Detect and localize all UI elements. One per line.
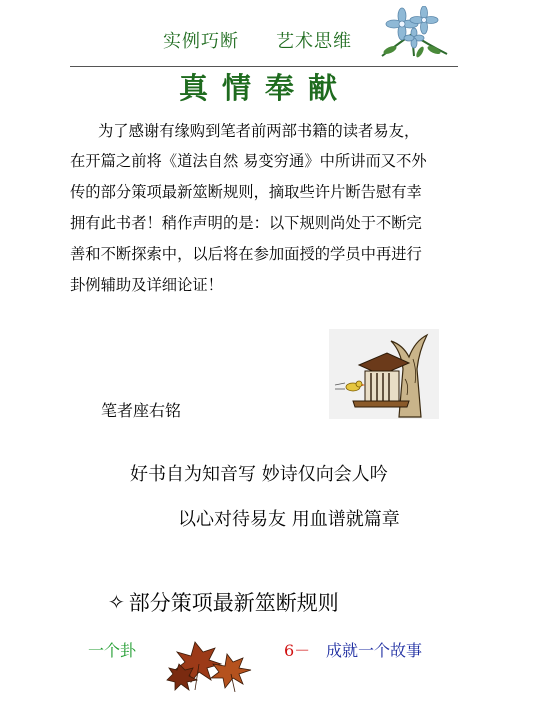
footer-left-text: 一个卦: [88, 641, 137, 660]
intro-line: 拥有此书者！稍作声明的是：以下规则尚处于不断完: [70, 214, 422, 232]
intro-line: 善和不断探索中，以后将在参加面授的学员中再进行: [70, 245, 422, 263]
treehouse-bird-illustration: [329, 329, 439, 419]
section-title-text: 部分策项最新筮断规则: [128, 591, 339, 615]
intro-line: 为了感谢有缘购到笔者前两部书籍的读者易友，: [98, 122, 420, 140]
motto-line-1: 好书自为知音写 妙诗仅向会人吟: [130, 464, 388, 485]
motto-label: 笔者座右铭: [101, 401, 182, 420]
blue-flower-icon: [372, 6, 452, 60]
footer-right-text: 成就一个故事: [326, 641, 423, 660]
intro-line: 传的部分策项最新筮断规则，摘取些许片断告慰有幸: [70, 183, 422, 201]
page-title: 真情奉献: [178, 71, 351, 105]
header-right-text: 艺术思维: [276, 31, 352, 52]
motto-line-2: 以心对待易友 用血谱就篇章: [178, 509, 400, 530]
intro-line: 卦例辅助及详细论证！: [70, 276, 223, 294]
header-left-text: 实例巧断: [163, 31, 239, 52]
intro-line: 在开篇之前将《道法自然 易变穷通》中所讲而又不外: [70, 152, 427, 170]
star-icon: ✧: [108, 590, 125, 614]
section-heading: [108, 587, 339, 617]
footer-number: 6－: [284, 641, 311, 660]
maple-leaves-icon: [165, 634, 265, 692]
